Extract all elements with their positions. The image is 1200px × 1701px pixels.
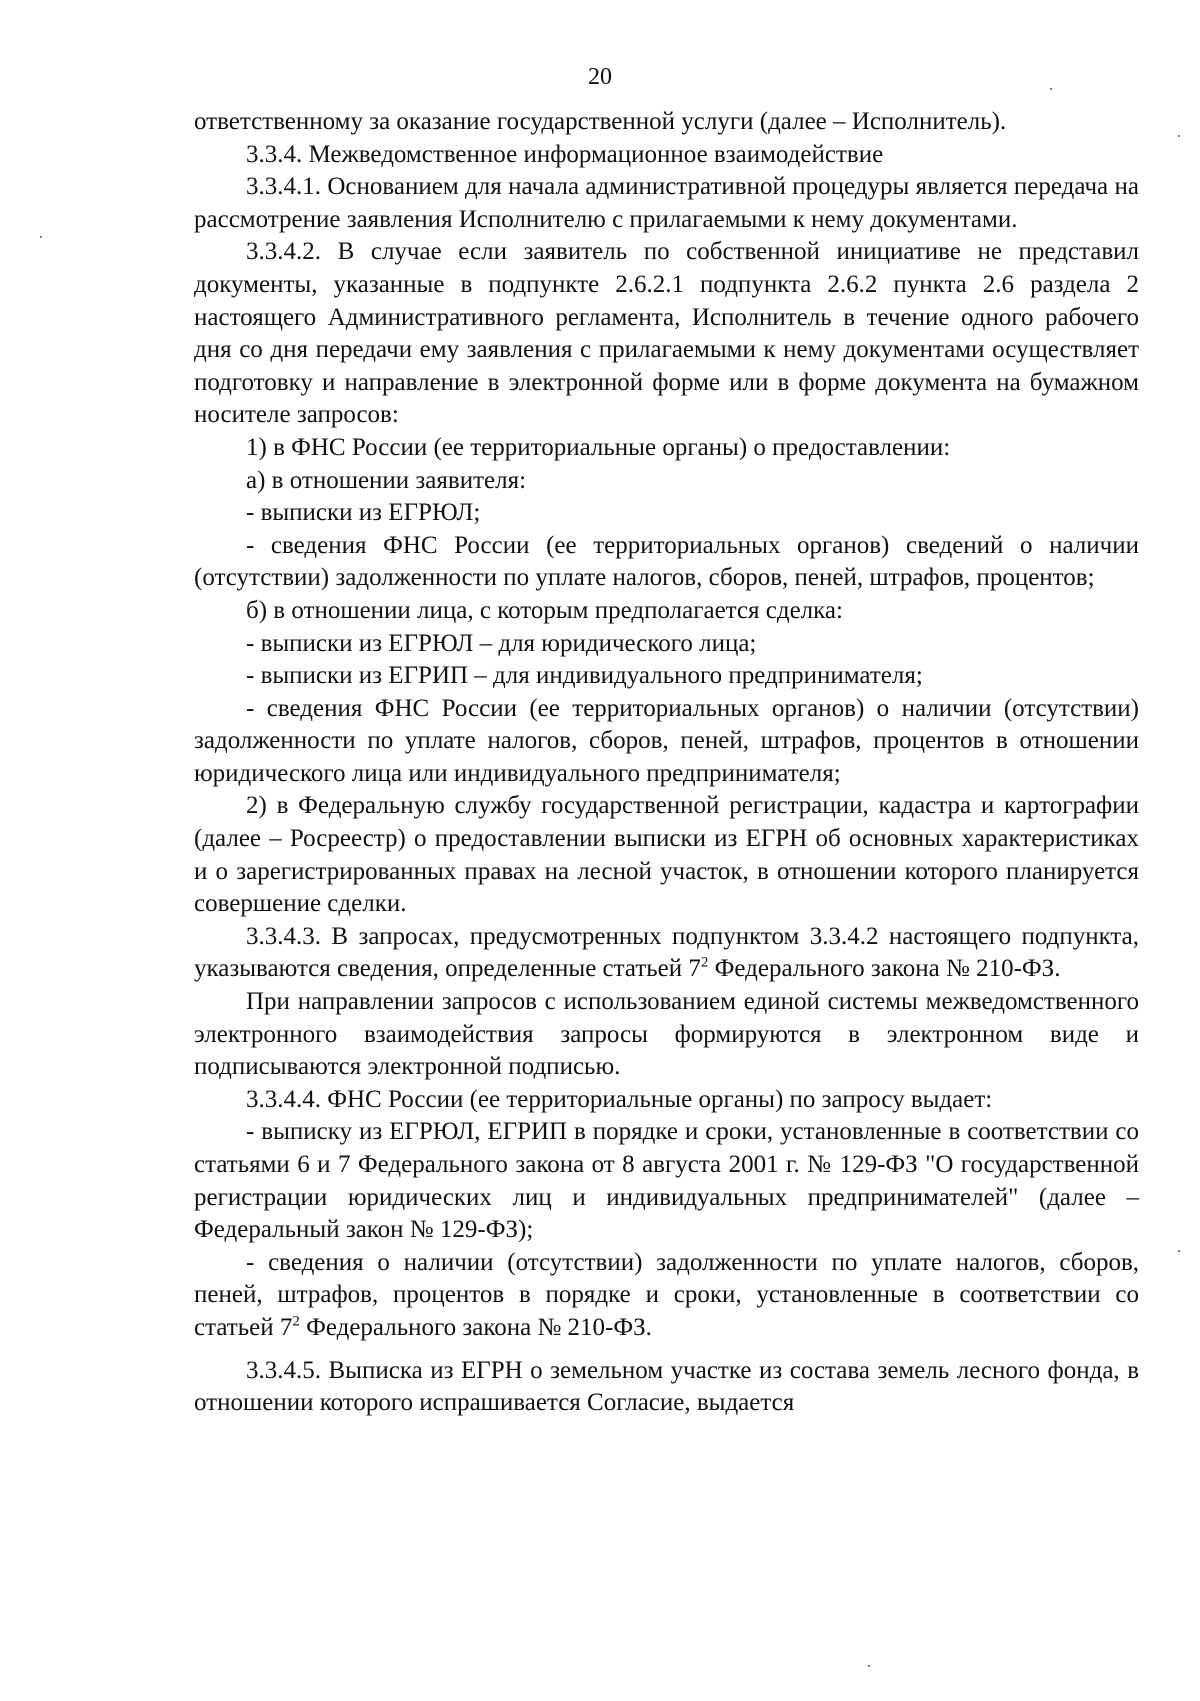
list-item-debt-info-tail: Федерального закона № 210-ФЗ.: [299, 1313, 652, 1341]
list-item-fns-debt-info: - сведения ФНС России (ее территориальных органов) сведений о наличии (отсутствии) задолженности по уплате налогов, сборов, пеней, штрафов, процентов;: [194, 531, 1139, 592]
scan-speck: [1178, 1250, 1180, 1252]
scan-speck: [1178, 135, 1180, 137]
page-number: 20: [588, 64, 612, 90]
section-heading-3-3-4: 3.3.4. Межведомственное информационное взаимодействие: [246, 140, 884, 168]
list-item-counterparty-debt: - сведения ФНС России (ее территориальных органов) о наличии (отсутствии) задолженности по уплате налогов, сборов, пеней, штрафов, процентов в отношении юридического лица или индивидуального предпринимателя;: [194, 694, 1139, 787]
paragraph-3-3-4-3: [194, 921, 1139, 986]
list-item-applicant: а) в отношении заявителя:: [246, 466, 527, 494]
list-item-fns-request: 1) в ФНС России (ее территориальные органы) о предоставлении:: [246, 433, 951, 461]
scan-speck: [1050, 88, 1052, 90]
superscript: 2: [292, 1313, 300, 1330]
paragraph-3-3-4-2: 3.3.4.2. В случае если заявитель по собственной инициативе не представил документы, указанные в подпункте 2.6.2.1 подпункта 2.6.2 пункта 2.6 раздела 2 настоящего Административного регламента, Исполнитель в течение одного рабочего дня со дня передачи ему заявления с прилагаемыми к нему документами осуществляет подготовку и направление в электронной форме или в форме документа на бумажном носителе запросов:: [194, 238, 1139, 429]
scan-speck: [40, 236, 42, 238]
paragraph-3-3-4-1: 3.3.4.1. Основанием для начала административной процедуры является передача на рассмотрение заявления Исполнителю с прилагаемыми к нему документами.: [194, 173, 1139, 233]
list-item-counterparty: б) в отношении лица, с которым предполагается сделка:: [246, 596, 843, 624]
paragraph-3-3-4-3-tail: Федерального закона № 210-ФЗ.: [708, 955, 1061, 983]
list-item-egrul-legal-entity: - выписки из ЕГРЮЛ – для юридического лица;: [246, 629, 757, 657]
paragraph-3-3-4-5: 3.3.4.5. Выписка из ЕГРН о земельном участке из состава земель лесного фонда, в отношении которого испрашивается Согласие, выдается: [194, 1356, 1139, 1417]
list-item-rosreestr-request: 2) в Федеральную службу государственной регистрации, кадастра и картографии (далее – Росреестр) о предоставлении выписки из ЕГРН об основных характеристиках и о зарегистрированных правах на лесной участок, в отношении которого планируется совершение сделки.: [194, 792, 1139, 918]
paragraph: ответственному за оказание государственной услуги (далее – Исполнитель).: [194, 108, 1007, 135]
paragraph-smev: При направлении запросов с использованием единой системы межведомственного электронного взаимодействия запросы формируются в электронном виде и подписываются электронной подписью.: [194, 988, 1139, 1081]
list-item-egrul-egrip: - выписку из ЕГРЮЛ, ЕГРИП в порядке и сроки, установленные в соответствии со статьями 6 и 7 Федерального закона от 8 августа 2001 г. № 129-ФЗ "О государственной регистрации юридических лиц и индивидуальных предпринимателей" (далее – Федеральный закон № 129-ФЗ);: [194, 1118, 1139, 1244]
list-item-debt-info: [194, 1247, 1139, 1345]
document-body: [194, 106, 1139, 1420]
superscript: 2: [700, 955, 709, 972]
paragraph-3-3-4-4: 3.3.4.4. ФНС России (ее территориальные органы) по запросу выдает:: [246, 1085, 993, 1113]
list-item-egrip-entrepreneur: - выписки из ЕГРИП – для индивидуального предпринимателя;: [246, 662, 923, 690]
paragraph-3-3-4-3-text: 3.3.4.3. В запросах, предусмотренных подпунктом 3.3.4.2 настоящего подпункта, указываются сведения, определенные статьей 7: [194, 922, 1139, 983]
list-item-egrul-extract: - выписки из ЕГРЮЛ;: [246, 499, 481, 527]
scan-speck: [868, 1665, 870, 1667]
list-item-debt-info-text: - сведения о наличии (отсутствии) задолженности по уплате налогов, сборов, пеней, штрафов, процентов в порядке и сроки, установленные в соответствии со статьей 7: [194, 1248, 1139, 1341]
